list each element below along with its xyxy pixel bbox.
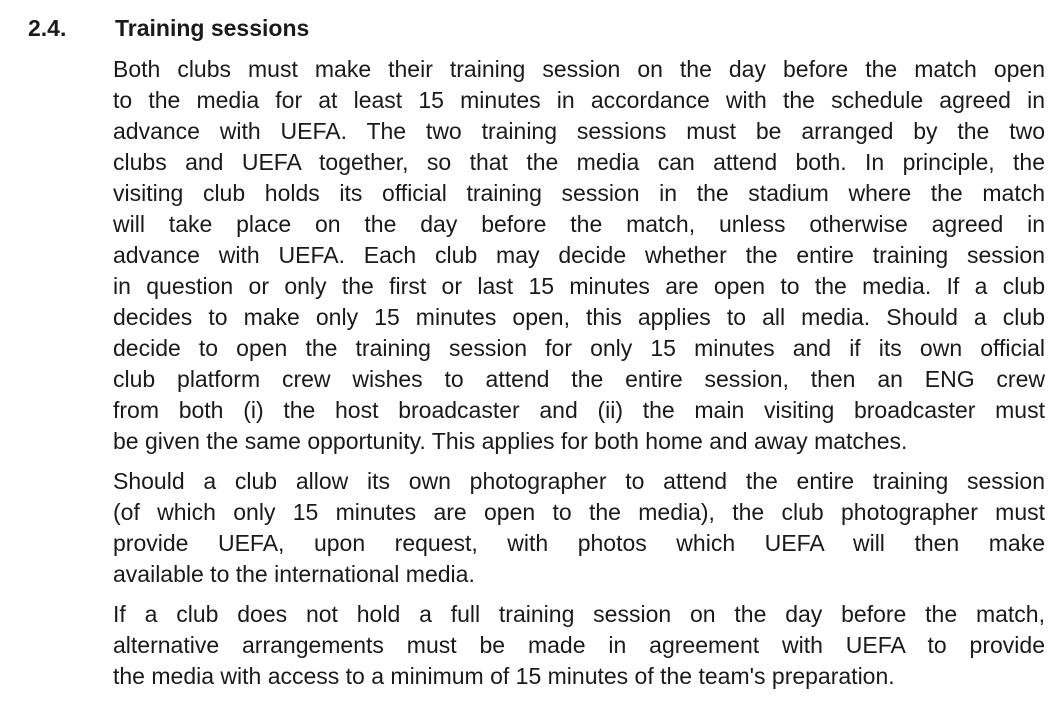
paragraph-2 <box>113 466 1045 590</box>
section-title: Training sessions <box>115 15 310 41</box>
text-line: alternative arrangements must be made in agreement with UEFA to provide <box>113 632 1045 658</box>
text-line: decide to open the training session for only 15 minutes and if its own official <box>113 335 1045 361</box>
text-line: from both (i) the host broadcaster and (ii) the main visiting broadcaster must <box>113 397 1045 423</box>
section-body <box>113 54 1045 701</box>
text-line: provide UEFA, upon request, with photos which UEFA will then make <box>113 530 1045 556</box>
text-line: advance with UEFA. Each club may decide whether the entire training session <box>113 242 1045 268</box>
text-line: decides to make only 15 minutes open, this applies to all media. Should a club <box>113 304 1045 330</box>
text-line: Both clubs must make their training session on the day before the match open <box>113 56 1045 82</box>
text-line: the media with access to a minimum of 15 minutes of the team's preparation. <box>113 663 895 689</box>
text-line: to the media for at least 15 minutes in accordance with the schedule agreed in <box>113 87 1045 113</box>
text-line: advance with UEFA. The two training sessions must be arranged by the two <box>113 118 1045 144</box>
text-line: (of which only 15 minutes are open to the media), the club photographer must <box>113 499 1045 525</box>
text-line: clubs and UEFA together, so that the media can attend both. In principle, the <box>113 149 1045 175</box>
text-line: Should a club allow its own photographer to attend the entire training session <box>113 468 1045 494</box>
text-line: available to the international media. <box>113 561 475 587</box>
text-line: If a club does not hold a full training session on the day before the match, <box>113 601 1045 627</box>
text-line: in question or only the first or last 15 minutes are open to the media. If a club <box>113 273 1045 299</box>
text-line: visiting club holds its official training session in the stadium where the match <box>113 180 1045 206</box>
text-line: club platform crew wishes to attend the entire session, then an ENG crew <box>113 366 1045 392</box>
text-line: will take place on the day before the match, unless otherwise agreed in <box>113 211 1045 237</box>
section-number: 2.4. <box>28 15 67 41</box>
paragraph-3 <box>113 599 1045 692</box>
text-line: be given the same opportunity. This applies for both home and away matches. <box>113 428 908 454</box>
paragraph-1 <box>113 54 1045 457</box>
